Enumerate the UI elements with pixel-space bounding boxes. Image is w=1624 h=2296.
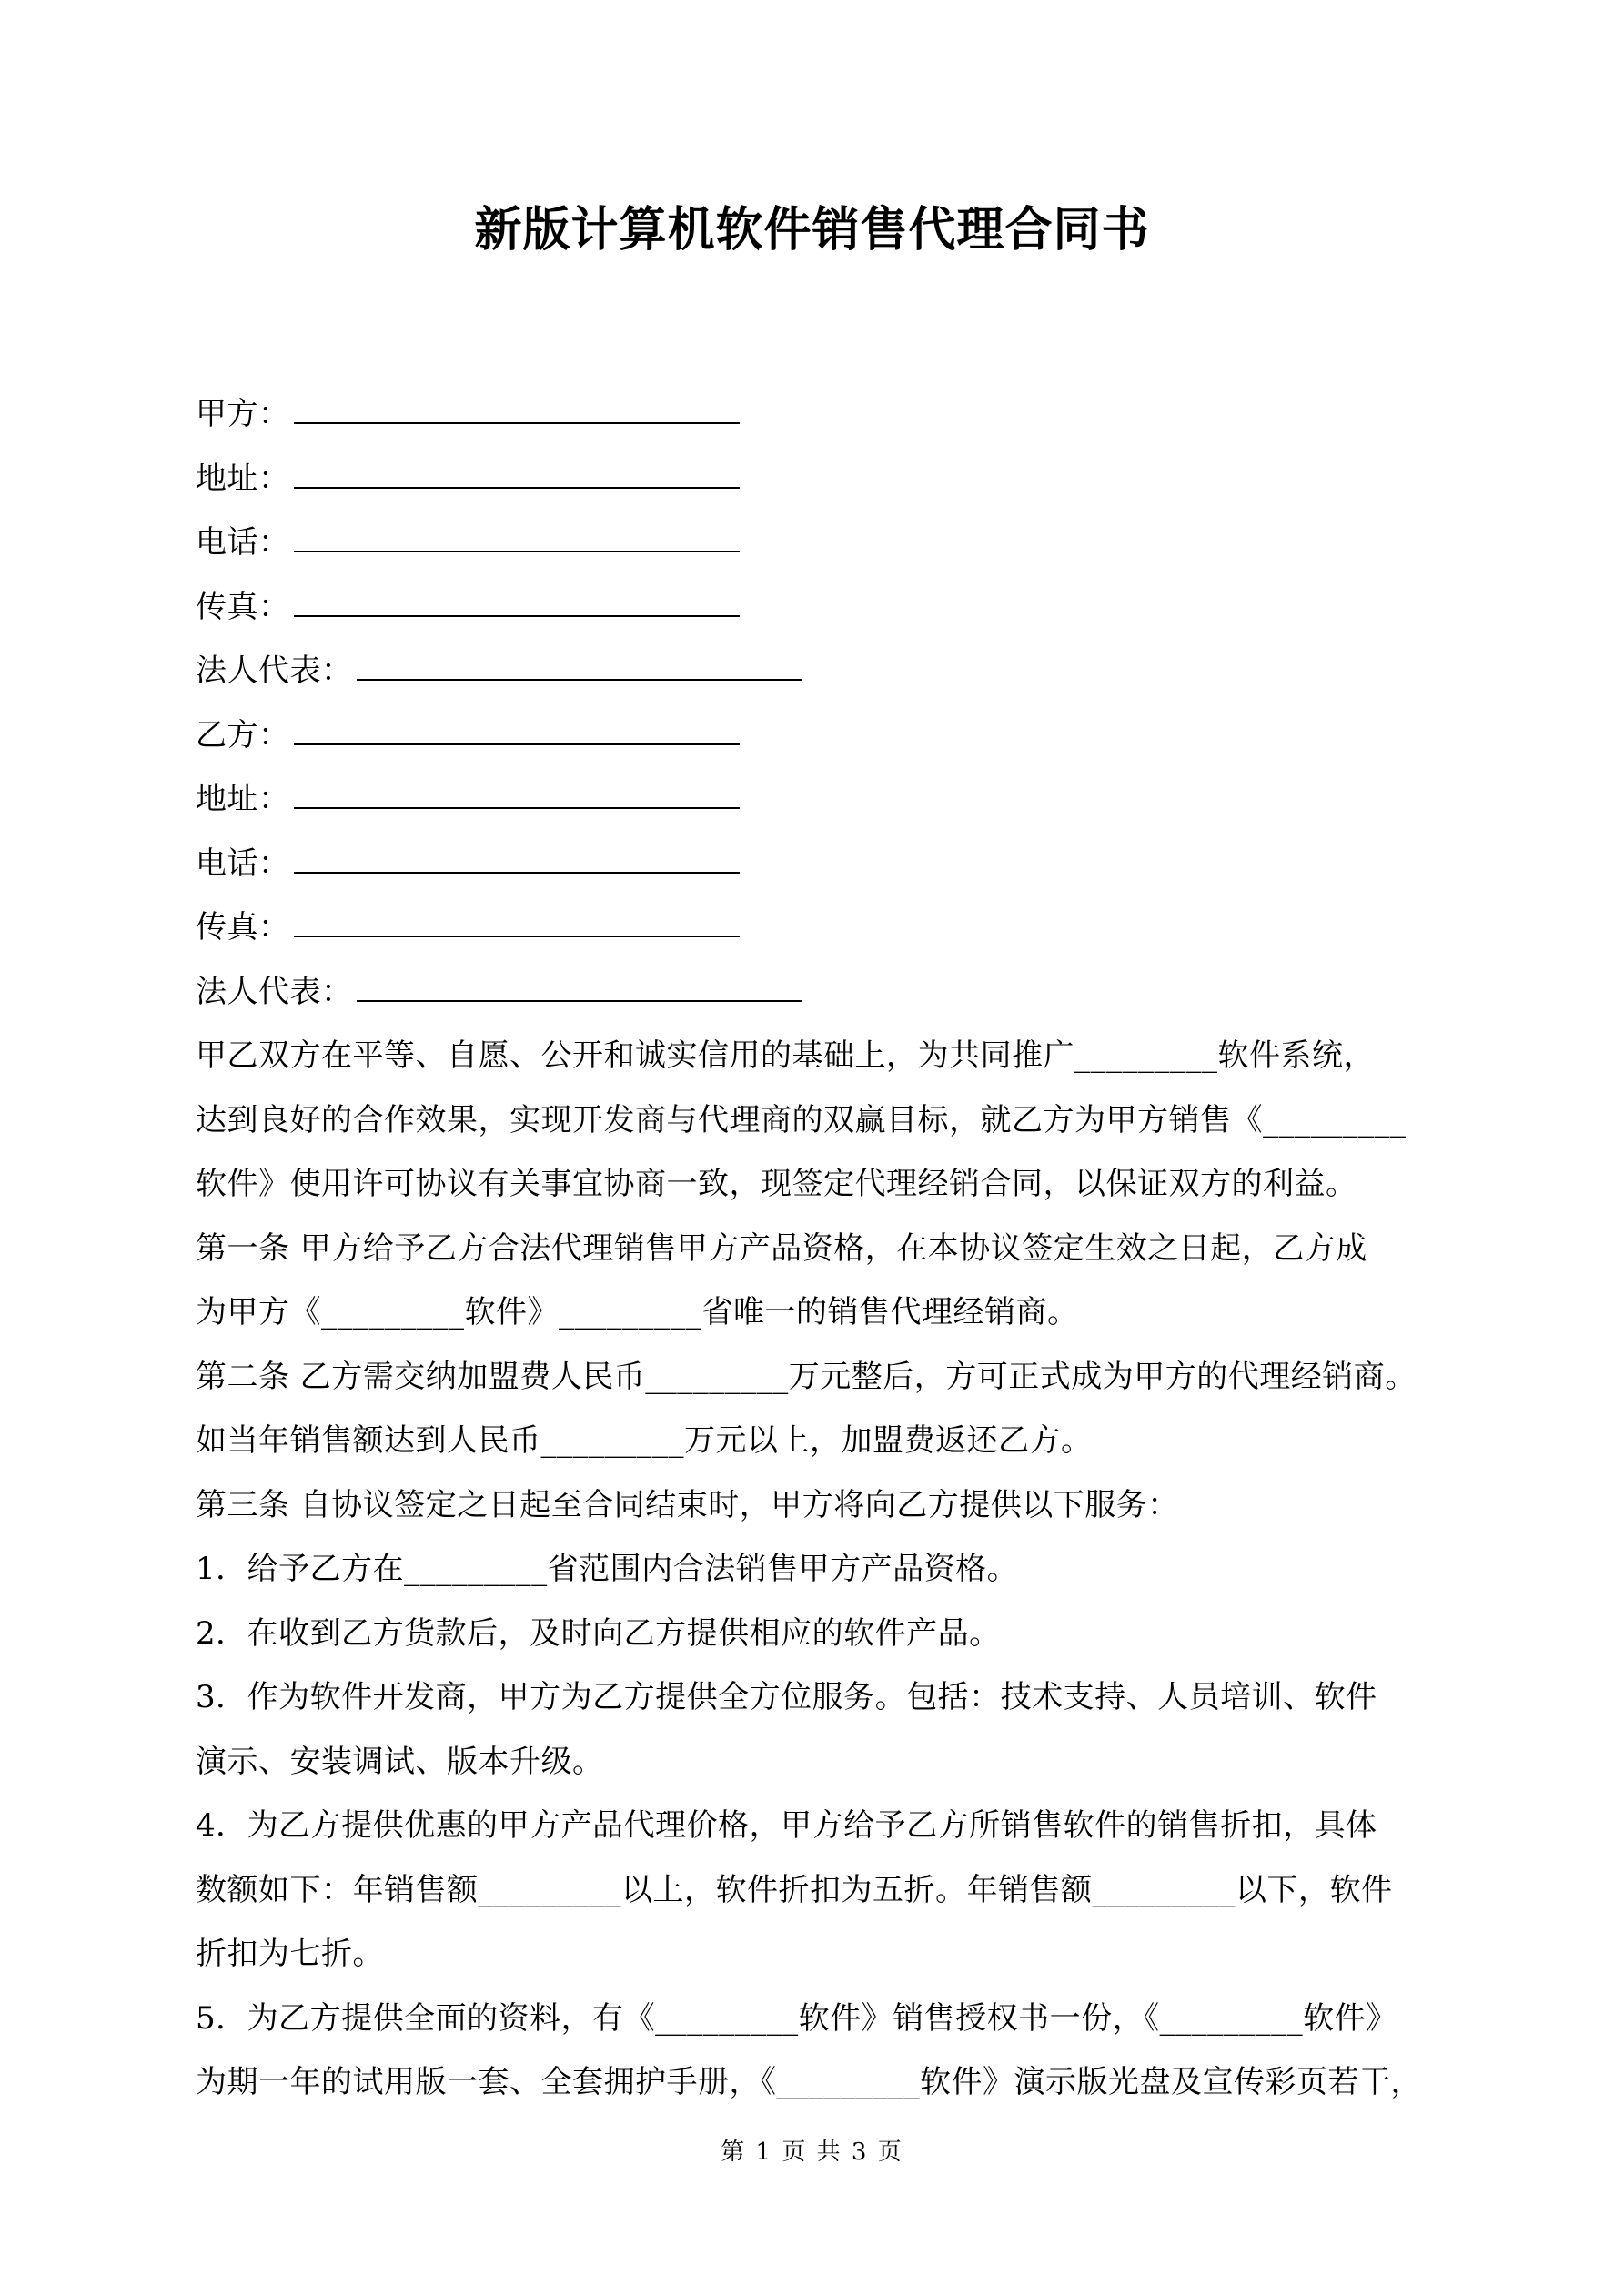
body-line: 达到良好的合作效果，实现开发商与代理商的双赢目标，就乙方为甲方销售《_________	[196, 1101, 1407, 1138]
party-a-phone-field	[196, 511, 1488, 575]
fill-blank	[294, 716, 740, 745]
body-line: 软件》使用许可协议有关事宜协商一致，现签定代理经销合同，以保证双方的利益。	[196, 1166, 1357, 1202]
fill-blank	[294, 845, 740, 874]
party-b-name-field	[196, 703, 1488, 768]
body-line: 第一条 甲方给予乙方合法代理销售甲方产品资格，在本协议签定生效之日起，乙方成	[196, 1229, 1367, 1267]
field-label: 地址：	[196, 460, 290, 497]
party-a-name-field	[196, 382, 1488, 447]
page-number-footer: 第 1 页 共 3 页	[721, 2139, 903, 2166]
body-line: 第二条 乙方需交纳加盟费人民币_________万元整后，方可正式成为甲方的代理经销商。	[196, 1358, 1417, 1395]
fill-blank	[357, 652, 802, 681]
fill-blank	[294, 460, 740, 489]
body-line: 数额如下：年销售额_________以上，软件折扣为五折。年销售额_________以下，软件	[196, 1871, 1393, 1908]
fill-blank	[294, 395, 740, 424]
body-line: 3．作为软件开发商，甲方为乙方提供全方位服务。包括：技术支持、人员培训、软件	[196, 1679, 1377, 1715]
party-b-fax-field	[196, 895, 1488, 960]
fill-blank	[357, 973, 802, 1002]
field-label: 电话：	[196, 845, 290, 882]
field-label: 传真：	[196, 909, 290, 946]
body-line: 4．为乙方提供优惠的甲方产品代理价格，甲方给予乙方所销售软件的销售折扣，具体	[196, 1807, 1377, 1844]
body-line: 2．在收到乙方货款后，及时向乙方提供相应的软件产品。	[196, 1614, 1001, 1652]
field-label: 乙方：	[196, 716, 290, 754]
body-line: 演示、安装调试、版本升级。	[196, 1743, 604, 1780]
party-b-phone-field	[196, 832, 1488, 896]
party-b-address-field	[196, 767, 1488, 832]
body-line: 1．给予乙方在_________省范围内合法销售甲方产品资格。	[196, 1551, 1019, 1587]
fill-blank	[294, 908, 740, 937]
party-a-legal-rep-field	[196, 639, 1488, 703]
body-line: 为期一年的试用版一套、全套拥护手册，《_________软件》演示版光盘及宣传彩页若干，	[196, 2064, 1422, 2100]
body-line: 5．为乙方提供全面的资料，有《_________软件》销售授权书一份，《_________软件》	[196, 1999, 1397, 2037]
body-line: 第三条 自协议签定之日起至合同结束时，甲方将向乙方提供以下服务：	[196, 1486, 1179, 1523]
fill-blank	[294, 588, 740, 617]
body-line: 折扣为七折。	[196, 1936, 384, 1972]
fill-blank	[294, 780, 740, 809]
field-label: 地址：	[196, 781, 290, 817]
field-label: 法人代表：	[196, 973, 353, 1010]
field-label: 甲方：	[196, 396, 290, 432]
field-label: 传真：	[196, 588, 290, 625]
document-title: 新版计算机软件销售代理合同书	[474, 202, 1150, 258]
field-label: 电话：	[196, 524, 290, 561]
body-line: 甲乙双方在平等、自愿、公开和诚实信用的基础上，为共同推广_________软件系统，	[196, 1037, 1375, 1074]
party-a-fax-field	[196, 575, 1488, 640]
body-line: 为甲方《_________软件》_________省唯一的销售代理经销商。	[196, 1294, 1079, 1330]
field-label: 法人代表：	[196, 652, 353, 689]
fill-blank	[294, 523, 740, 552]
party-a-address-field	[196, 447, 1488, 511]
party-b-legal-rep-field	[196, 960, 1488, 1025]
body-line: 如当年销售额达到人民币_________万元以上，加盟费返还乙方。	[196, 1422, 1093, 1459]
document-body	[196, 382, 1488, 2115]
